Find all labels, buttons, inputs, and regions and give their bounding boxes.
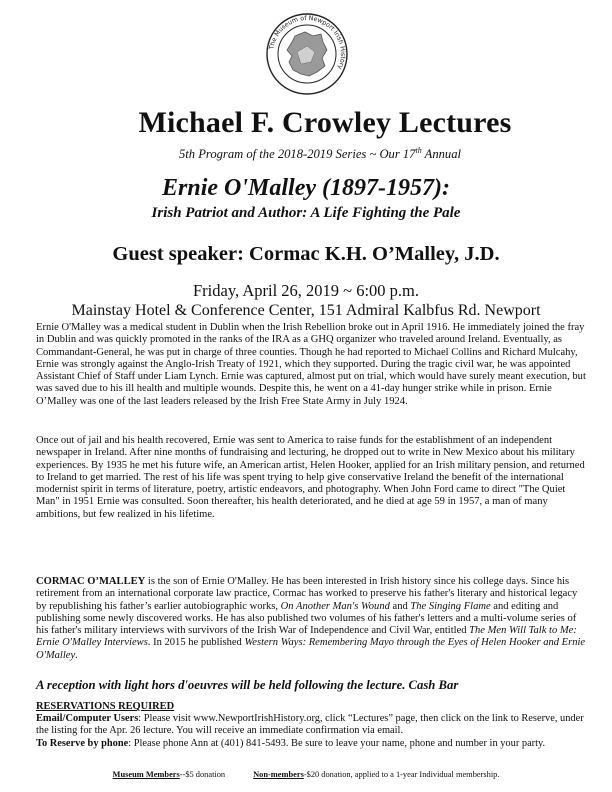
museum-logo-seal (265, 12, 349, 96)
event-venue: Mainstay Hotel & Conference Center, 151 Admiral Kalbfus Rd. Newport (71, 302, 541, 319)
nonmembers-label: Non-members (253, 770, 304, 779)
book-title: The Singing Flame (410, 600, 491, 612)
speaker-name-lead: CORMAC O’MALLEY (36, 576, 146, 587)
event-date: Friday, April 26, 2019 ~ 6:00 p.m. (192, 281, 420, 300)
biography-paragraph-2: Once out of jail and his health recovered, Ernie was sent to America to raise funds for the establishment of an independent newspaper in Ireland. After nine months of fundraising and lecturing, he dropped out to write in New Mexico about his military experiences. By 1935 he met his future wife, an American artist, Helen Hooker, applied for an Irish military pension, and returned to Ireland to get married. The rest of his life was spent trying to help give conservative Ireland the benefit of the international modernist spirit in terms of literature, poetry, artistic endeavors, and photography. When John Ford came to direct "The Quiet Man" in 1951 Ernie was consulted. Soon thereafter, his health deteriorated, and he died at age 59 in 1957, a man of many ambitions, but few realized in his lifetime. (36, 435, 585, 520)
museum-logo-graphic (265, 12, 349, 96)
reception-notice: A reception with light hors d'oeuvres will be held following the lecture. Cash Bar (36, 678, 459, 692)
guest-speaker: Guest speaker: Cormac K.H. O’Malley, J.D. (112, 243, 500, 265)
members-donation: --$5 donation (179, 770, 226, 779)
book-title: The Men Will Talk to Me: Ernie O'Malley Interviews (36, 625, 577, 649)
lecture-title: Ernie O'Malley (1897-1957): (162, 175, 450, 201)
reservations-section (36, 701, 596, 750)
program-subtitle: 5th Program of the 2018-2019 Series ~ Our 17th Annual (178, 146, 462, 162)
book-title: On Another Man's Wound (280, 600, 390, 612)
email-reservation-instructions: Email/Computer Users: Please visit www.NewportIrishHistory.org, click “Lectures” page, then click on the link to Reserve, under the listing for the Apr. 26 lecture. You will receive an immediate confirmation via email. (36, 713, 584, 737)
members-label: Museum Members (112, 770, 180, 779)
biography-paragraph-1: Ernie O'Malley was a medical student in Dublin when the Irish Rebellion broke out in April 1916. He immediately joined the fray in Dublin and was quickly promoted in the ranks of the IRA as a GHQ organizer who traveled around Ireland. Eventually, as Commandant-General, he was put in charge of three counties. Though he had reported to Michael Collins and Richard Mulcahy, Ernie was strongly against the Anglo-Irish Treaty of 1921, which they supported. During the tragic civil war, he was appointed Assistant Chief of Staff under Liam Lynch. Ernie was captured, almost put on trial, which would have surely meant execution, but was saved due to his ill health and multiple wounds. Despite this, he went on a 41-day hunger strike while in prison. Ernie O’Malley was one of the last leaders released by the Irish Free State Army in July 1924. (36, 322, 586, 407)
logo-ring-text: The Museum of Newport Irish History (268, 14, 347, 71)
book-title: Western Ways: Remembering Mayo through the Eyes of Helen Hooker and Ernie O'Malley (36, 637, 586, 661)
lecture-series-title: Michael F. Crowley Lectures (138, 106, 512, 139)
speaker-bio-paragraph: CORMAC O’MALLEY is the son of Ernie O'Malley. He has been interested in Irish history since his college days. Since his retirement from an international corporate law practice, Cormac has worked to preserve his father's literary and historical legacy by republishing his father’s earlier autobiographic works, On Another Man's Wound and The Singing Flame and editing and publishing some newly discovered works. He has also published two volumes of his father's letters and a multi-volume series of his father's military interviews with survivors of the Irish War of Independence and Civil War, entitled The Men Will Talk to Me: Ernie O'Malley Interviews. In 2015 he published Western Ways: Remembering Mayo through the Eyes of Helen Hooker and Ernie O'Malley. (36, 576, 586, 661)
lecture-subtitle: Irish Patriot and Author: A Life Fighting the Pale (151, 205, 461, 221)
phone-reservation-instructions: To Reserve by phone: Please phone Ann at (401) 841-5493. Be sure to leave your name, phone and number in your party. (36, 737, 546, 749)
nonmembers-donation: -$20 donation, applied to a 1-year Individual membership. (303, 770, 500, 779)
reservations-heading: RESERVATIONS REQUIRED (36, 701, 175, 712)
donation-info (0, 770, 612, 780)
